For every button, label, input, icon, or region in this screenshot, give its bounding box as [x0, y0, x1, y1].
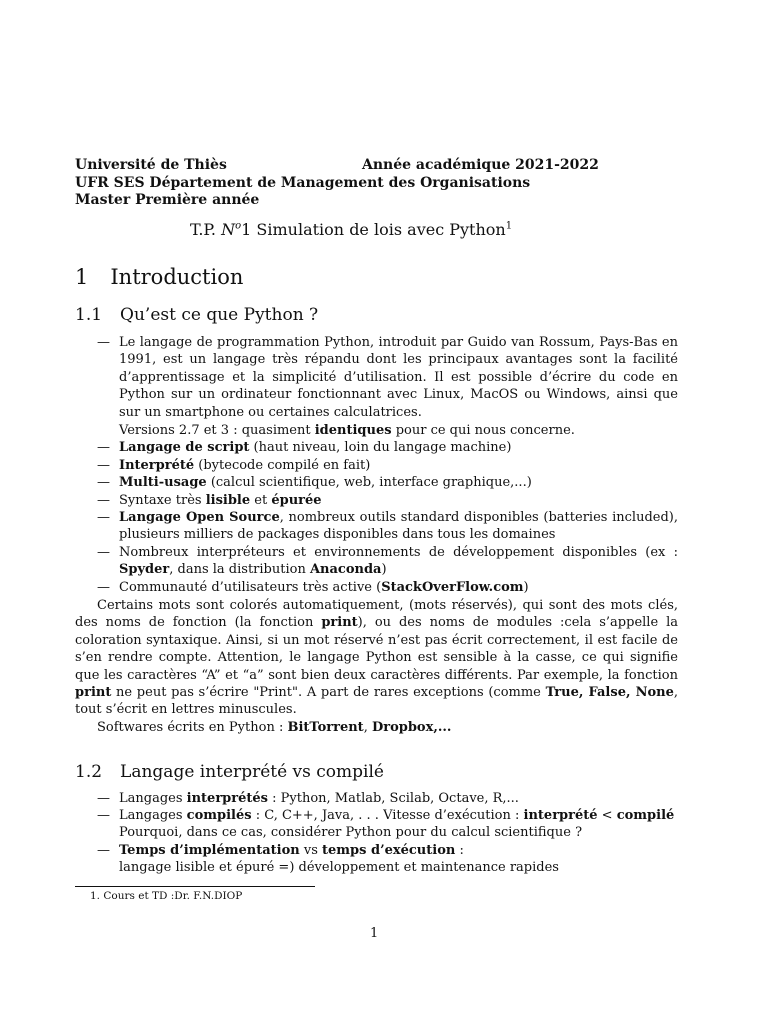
paragraph-text: ne peut pas s’écrire "Print". A part de rares exceptions (comme	[111, 685, 546, 701]
list-item	[97, 334, 678, 421]
list-item-bold: Interprété	[119, 458, 195, 473]
list-item-text: )	[523, 580, 529, 595]
versions-text-post: pour ce qui nous concerne.	[391, 423, 575, 438]
bullet-dash: —	[97, 791, 110, 806]
list-item-text: Langages	[119, 808, 187, 823]
list-item-bold: temps d’exécution	[322, 843, 456, 858]
footnote-number: 1.	[90, 890, 101, 902]
list-item-text: Syntaxe très	[119, 493, 206, 508]
list-item-text: (calcul scientifique, web, interface graphique,...)	[206, 475, 532, 490]
bullet-dash: —	[97, 510, 110, 525]
list-item-text: Langages	[119, 791, 187, 806]
list-item-bold: Langage Open Source	[119, 510, 280, 525]
list-item-bold: Multi-usage	[119, 475, 207, 490]
list-item-text: vs	[299, 843, 323, 858]
list-item-text: :	[455, 843, 464, 858]
paragraph-text: ), ou des noms de modules :cela s’appelle la coloration syntaxique. Ainsi, si un mot réservé n’est pas écrit correctement, il est facile de s’en rendre compte. Attention, le langage Python est sensible à la casse, ce qui signifie que les caractères “A” et “a” sont bien deux caractères différents. Par exemple, la fonction	[75, 615, 679, 683]
list-item-text: <	[597, 808, 617, 823]
bullet-dash: —	[97, 580, 110, 595]
section-1-2-number: 1.2	[75, 762, 103, 782]
bullet-dash: —	[97, 458, 110, 473]
section-1-number: 1	[75, 265, 89, 289]
list-item-text: Communauté d’utilisateurs très active (	[119, 580, 382, 595]
paragraph-softwares	[97, 719, 451, 736]
list-item	[97, 842, 678, 877]
list-item-text: : C, C++, Java, . . . Vitesse d’exécution :	[251, 808, 524, 823]
section-1-1-title: Qu’est ce que Python ?	[120, 305, 319, 325]
section-1-title: Introduction	[110, 265, 244, 289]
list-item-bold: compilé	[616, 808, 675, 823]
title-prefix: T.P.	[190, 220, 217, 239]
section-1-1-heading	[75, 305, 318, 325]
list-item	[97, 579, 678, 596]
list-item-bold: Anaconda	[309, 562, 382, 578]
list-item	[97, 544, 678, 579]
title-rest: 1 Simulation de lois avec Python	[241, 220, 506, 239]
list-item-bold: lisible	[205, 493, 251, 508]
bullet-dash: —	[97, 545, 110, 560]
paragraph-bold: BitTorrent	[287, 720, 364, 735]
list-item-text: Pourquoi, dans ce cas, considérer Python pour du calcul scientifique ?	[119, 825, 583, 841]
document-title	[190, 220, 512, 239]
list-item-text: et	[250, 493, 272, 508]
list-item-bold: interprétés	[186, 791, 268, 806]
title-number-sup: o	[235, 220, 242, 232]
paragraph-text: , tout s’écrit en lettres minuscules.	[75, 685, 679, 718]
list-item	[97, 474, 678, 491]
list-item	[97, 439, 678, 456]
header-level: Master Première année	[75, 192, 260, 208]
list-item-bold: Spyder	[119, 562, 170, 578]
paragraph-text: Certains mots sont colorés automatiquement, (mots réservés), qui sont des mots clés, des noms de fonction (la fonction	[75, 598, 678, 631]
list-item-bold: Temps d’implémentation	[119, 843, 300, 858]
section-1-2-heading	[75, 762, 384, 782]
versions-text-bold: identiques	[314, 423, 392, 438]
list-item-versions	[97, 422, 678, 439]
versions-text-pre: Versions 2.7 et 3 : quasiment	[119, 423, 315, 438]
paragraph-keywords	[75, 597, 678, 719]
list-item-text: , dans la distribution	[169, 562, 310, 578]
header-department: UFR SES Département de Management des Organisations	[75, 175, 531, 191]
list-item-bold: Langage de script	[119, 440, 250, 455]
list-item-text: Nombreux interpréteurs et environnements de développement disponibles (ex :	[119, 545, 678, 560]
paragraph-bold: True, False, None	[545, 685, 674, 701]
bullet-dash: —	[97, 808, 110, 823]
list-item-text: (bytecode compilé en fait)	[194, 458, 371, 473]
section-1-1-number: 1.1	[75, 305, 103, 325]
list-item-text: : Python, Matlab, Scilab, Octave, R,...	[267, 791, 519, 806]
list-item	[97, 457, 678, 474]
list-item-text: , nombreux outils standard disponibles (batteries included), plusieurs milliers de packages disponibles dans tous les domaines	[119, 510, 678, 543]
list-item-text: )	[381, 562, 387, 578]
list-item	[97, 492, 678, 509]
title-footnote-mark: 1	[505, 220, 513, 232]
paragraph-bold: Dropbox,...	[371, 720, 452, 735]
footnote-rule	[75, 886, 315, 887]
title-number-symbol: N	[221, 220, 236, 239]
list-item-bold: StackOverFlow.com	[381, 580, 524, 595]
list-item-text: Le langage de programmation Python, introduit par Guido van Rossum, Pays-Bas en 1991, est un langage très répandu dont les principaux avantages sont la facilité d’apprentissage et la simplicité d’utilisation. Il est possible d’écrire du code en Python sur un ordinateur fonctionnant avec Linux, MacOS ou Windows, ainsi que sur un smartphone ou certaines calculatrices.	[119, 335, 678, 420]
bullet-dash: —	[97, 475, 110, 490]
bullet-dash: —	[97, 493, 110, 508]
paragraph-bold: print	[75, 685, 112, 701]
list-item	[97, 807, 678, 842]
paragraph-text: Softwares écrits en Python :	[97, 720, 288, 735]
list-item-text: (haut niveau, loin du langage machine)	[249, 440, 512, 455]
list-item-bold: épurée	[271, 493, 322, 508]
list-item-bold: interprété	[523, 808, 598, 823]
section-1-heading	[75, 265, 243, 289]
paragraph-text: ,	[363, 720, 372, 735]
bullet-dash: —	[97, 335, 110, 350]
list-item-bold: compilés	[186, 808, 252, 823]
paragraph-bold: print	[321, 615, 358, 631]
list-item	[97, 790, 678, 807]
list-item-text: langage lisible et épuré =) développement et maintenance rapides	[119, 860, 559, 876]
list-item	[97, 509, 678, 544]
section-1-2-title: Langage interprété vs compilé	[120, 762, 384, 782]
header-university: Université de Thiès	[75, 157, 227, 173]
footnote	[90, 890, 242, 902]
bullet-dash: —	[97, 843, 110, 858]
page-number: 1	[370, 926, 379, 941]
bullet-dash: —	[97, 440, 110, 455]
header-year: Année académique 2021-2022	[362, 157, 599, 173]
footnote-text: Cours et TD :Dr. F.N.DIOP	[103, 890, 243, 902]
